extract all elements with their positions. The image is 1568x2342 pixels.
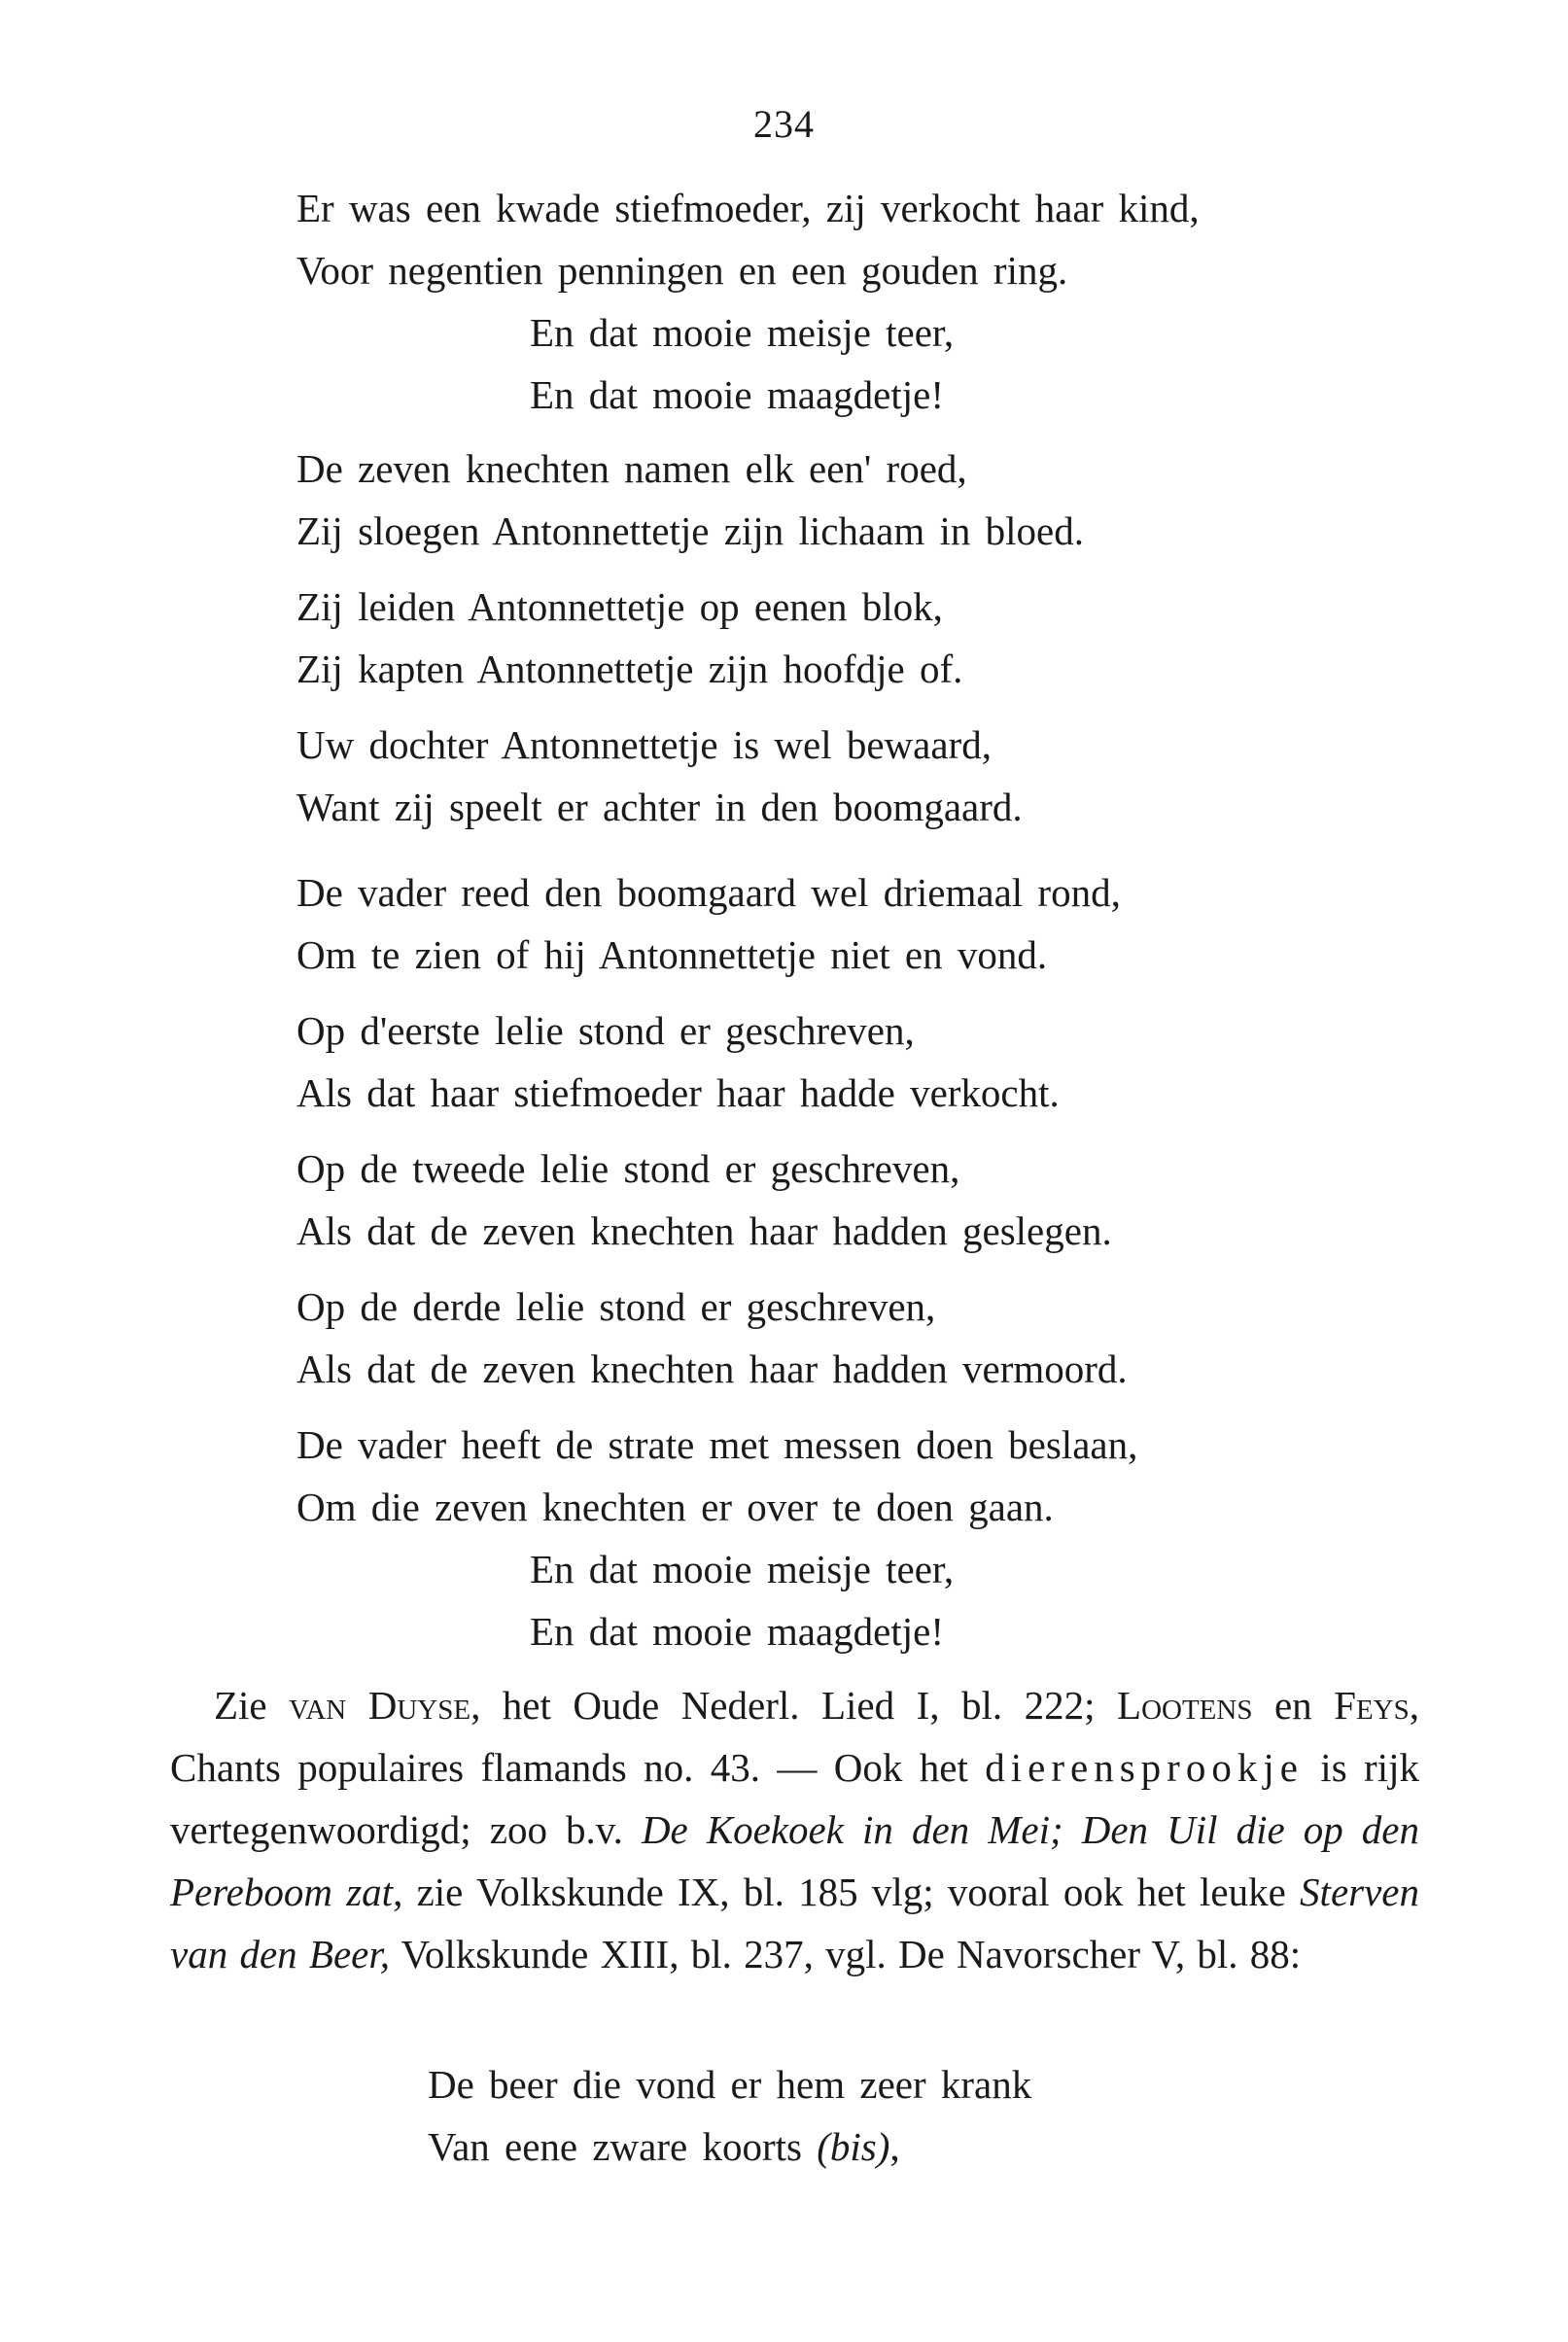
quote-line bbox=[428, 2123, 900, 2170]
verse-line: Zij kapten Antonnettetje zijn hoofdje of. bbox=[296, 647, 963, 691]
verse-line: Want zij speelt er achter in den boomgaard. bbox=[296, 785, 1023, 829]
commentary-text: , Chants populaires flamands no. 43. — Ook het bbox=[170, 1683, 1419, 1790]
verse-line: Uw dochter Antonnettetje is wel bewaard, bbox=[296, 722, 992, 767]
refrain-line: En dat mooie meisje teer, bbox=[530, 1547, 955, 1591]
verse-line: Als dat de zeven knechten haar hadden geslegen. bbox=[296, 1208, 1112, 1253]
verse-line: Voor negentien penningen en een gouden ring. bbox=[296, 248, 1068, 293]
commentary-text: , zie Volkskunde IX, bl. 185 vlg; vooral ook het leuke bbox=[393, 1870, 1301, 1914]
refrain-line: En dat mooie meisje teer, bbox=[530, 310, 955, 355]
commentary-text: , het Oude Nederl. Lied I, bl. 222; bbox=[470, 1683, 1118, 1728]
author-name: van Duyse bbox=[289, 1683, 471, 1728]
verse-line: Zij sloegen Antonnettetje zijn lichaam in bloed. bbox=[296, 508, 1084, 553]
work-title: De Koekoek in den Mei; Den Uil die op den Pereboom zat bbox=[170, 1807, 1419, 1914]
spaced-term: dierensprookje bbox=[985, 1745, 1304, 1790]
refrain-line: En dat mooie maagdetje! bbox=[530, 372, 944, 417]
bis-marker: (bis) bbox=[817, 2124, 890, 2169]
commentary-text: en bbox=[1252, 1683, 1335, 1728]
verse-line: Om te zien of hij Antonnettetje niet en vond. bbox=[296, 932, 1048, 977]
verse-line: Als dat haar stiefmoeder haar hadde verkocht. bbox=[296, 1070, 1060, 1115]
commentary-text: Volkskunde XIII, bl. 237, vgl. De Navorscher V, bl. 88: bbox=[390, 1932, 1302, 1976]
verse-line: Op de tweede lelie stond er geschreven, bbox=[296, 1146, 960, 1191]
verse-line: Er was een kwade stiefmoeder, zij verkocht haar kind, bbox=[296, 186, 1200, 230]
refrain-line: En dat mooie maagdetje! bbox=[530, 1609, 944, 1654]
verse-line: Zij leiden Antonnettetje op eenen blok, bbox=[296, 584, 943, 629]
verse-line: De vader heeft de strate met messen doen beslaan, bbox=[296, 1422, 1138, 1467]
verse-line: Als dat de zeven knechten haar hadden vermoord. bbox=[296, 1346, 1128, 1391]
work-title: Sterven van den Beer, bbox=[170, 1870, 1419, 1976]
page-number: 234 bbox=[753, 102, 815, 146]
commentary-text: is rijk vertegenwoordigd; zoo b.v. bbox=[170, 1745, 1419, 1852]
verse-line: Om die zeven knechten er over te doen gaan. bbox=[296, 1485, 1054, 1529]
quote-text: Van eene zware koorts bbox=[428, 2124, 818, 2169]
quote-punct: , bbox=[889, 2124, 900, 2169]
commentary-paragraph bbox=[170, 1674, 1419, 1985]
author-name: Feys bbox=[1334, 1683, 1410, 1728]
verse-line: Op d'eerste lelie stond er geschreven, bbox=[296, 1008, 915, 1053]
verse-line: Op de derde lelie stond er geschreven, bbox=[296, 1284, 936, 1329]
verse-line: De zeven knechten namen elk een' roed, bbox=[296, 446, 967, 491]
commentary-text: Zie bbox=[214, 1683, 290, 1728]
quote-line: De beer die vond er hem zeer krank bbox=[428, 2062, 1032, 2107]
verse-line: De vader reed den boomgaard wel driemaal rond, bbox=[296, 870, 1121, 915]
author-name: Lootens bbox=[1117, 1683, 1253, 1728]
